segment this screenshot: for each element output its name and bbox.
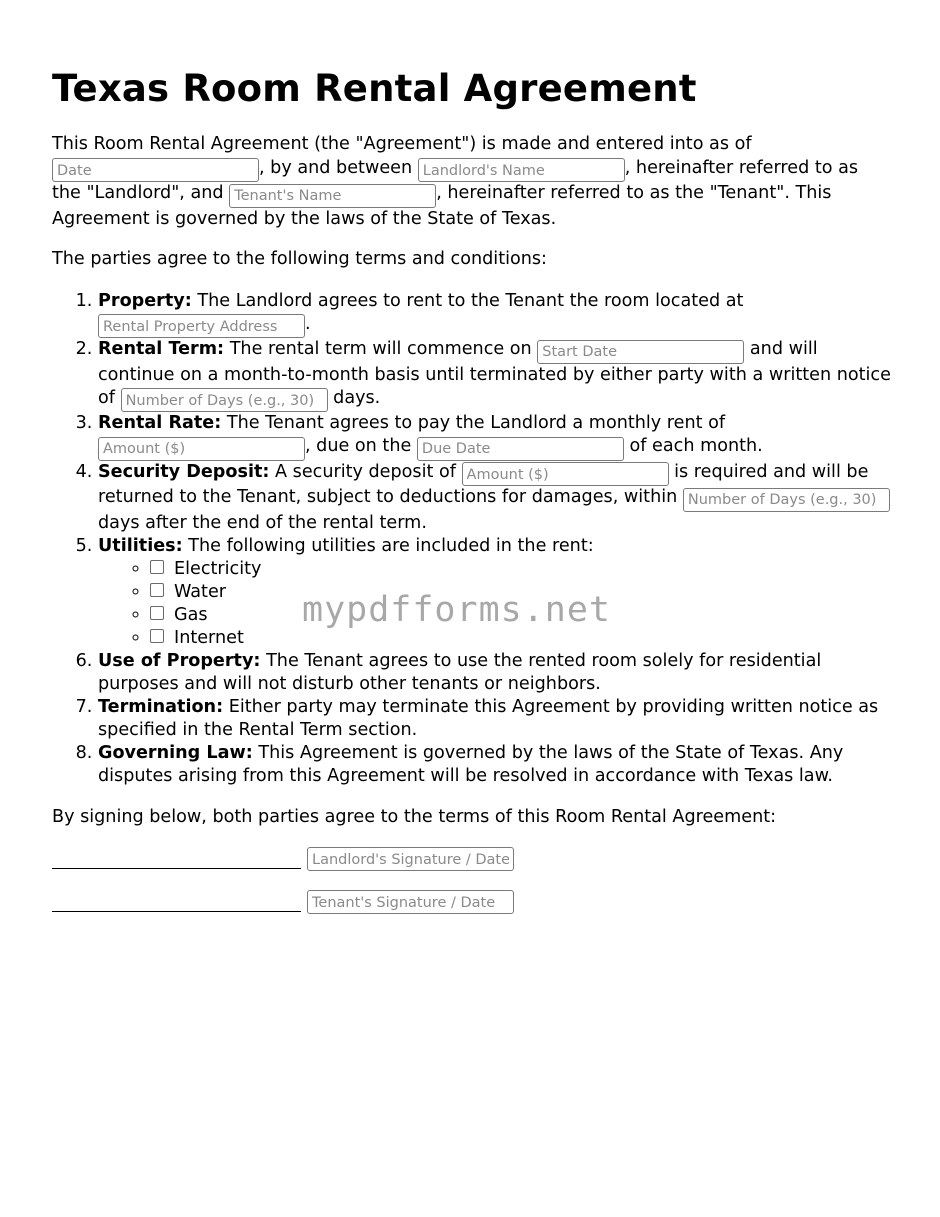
term-utilities xyxy=(98,535,892,650)
term-use-of-property xyxy=(98,650,892,696)
term-security-deposit-text-2: is required and will be returned to the Tenant, subject to deductions for damages, within xyxy=(98,461,869,508)
term-termination xyxy=(98,696,892,742)
term-rental-term-text-2: and will continue on a month-to-month basis until terminated by either party with a written notice of xyxy=(98,339,891,408)
deposit-amount-input[interactable] xyxy=(462,462,669,486)
term-rental-rate-text-3: of each month. xyxy=(629,436,763,457)
document-title: Texas Room Rental Agreement xyxy=(52,67,697,110)
utility-item-electricity xyxy=(150,558,892,581)
utility-label-electricity: Electricity xyxy=(174,558,262,579)
term-use-of-property-label: Use of Property: xyxy=(98,650,261,671)
term-property-text-1: The Landlord agrees to rent to the Tenant the room located at xyxy=(197,290,744,311)
watermark: mypdfforms.net xyxy=(302,590,612,630)
water-checkbox[interactable] xyxy=(150,583,164,597)
utility-label-gas: Gas xyxy=(174,604,208,625)
tenant-name-input[interactable] xyxy=(229,184,436,208)
term-rental-rate-text-2: , due on the xyxy=(305,436,412,457)
electricity-checkbox[interactable] xyxy=(150,560,164,574)
landlord-signature-row xyxy=(52,847,892,871)
term-security-deposit-label: Security Deposit: xyxy=(98,461,270,482)
utility-item-internet xyxy=(150,627,892,650)
term-governing-law xyxy=(98,742,892,788)
intro-paragraph xyxy=(52,133,892,231)
gas-checkbox[interactable] xyxy=(150,606,164,620)
signing-statement: By signing below, both parties agree to the terms of this Room Rental Agreement: xyxy=(52,806,777,827)
term-rental-rate-text-1: The Tenant agrees to pay the Landlord a monthly rent of xyxy=(226,413,726,434)
term-utilities-label: Utilities: xyxy=(98,535,183,556)
tenant-signature-row xyxy=(52,890,892,914)
term-rental-rate xyxy=(98,412,892,461)
internet-checkbox[interactable] xyxy=(150,629,164,643)
intro-text-1: This Room Rental Agreement (the "Agreement") is made and entered into as of xyxy=(52,134,752,154)
term-governing-law-text: This Agreement is governed by the laws of the State of Texas. Any disputes arising from this Agreement will be resolved in accordance with Texas law. xyxy=(98,743,844,787)
agreement-date-input[interactable] xyxy=(52,158,259,182)
due-date-input[interactable] xyxy=(417,437,624,461)
utility-item-water xyxy=(150,581,892,604)
utility-label-water: Water xyxy=(174,581,227,602)
term-property-label: Property: xyxy=(98,290,192,311)
terms-list xyxy=(52,290,892,789)
utility-label-internet: Internet xyxy=(174,627,244,648)
intro-text-4: , hereinafter referred to as the "Tenant". This Agreement is governed by the laws of the State of Texas. xyxy=(52,183,832,229)
term-security-deposit xyxy=(98,461,892,535)
term-security-deposit-text-3: days after the end of the rental term. xyxy=(98,512,427,533)
term-security-deposit-text-1: A security deposit of xyxy=(275,461,456,482)
term-termination-text: Either party may terminate this Agreement by providing written notice as specified in the Rental Term section. xyxy=(98,697,879,741)
document-page xyxy=(52,62,892,914)
landlord-name-input[interactable] xyxy=(418,158,625,182)
intro-text-2: , by and between xyxy=(259,157,413,178)
term-use-of-property-text: The Tenant agrees to use the rented room solely for residential purposes and will not disturb other tenants or neighbors. xyxy=(98,650,822,695)
term-rental-term-label: Rental Term: xyxy=(98,339,225,360)
term-rental-term-text-3: days. xyxy=(333,387,381,408)
tenant-signature-input[interactable] xyxy=(307,890,514,914)
tenant-signature-line xyxy=(52,911,301,912)
term-rental-term xyxy=(98,338,892,412)
term-property-text-2: . xyxy=(305,313,311,334)
term-rental-term-text-1: The rental term will commence on xyxy=(229,339,532,360)
term-property xyxy=(98,290,892,339)
utility-item-gas xyxy=(150,604,892,627)
rent-amount-input[interactable] xyxy=(98,437,305,461)
landlord-signature-input[interactable] xyxy=(307,847,514,871)
intro-text-3: , hereinafter referred to as the "Landlord", and xyxy=(52,157,859,203)
term-rental-rate-label: Rental Rate: xyxy=(98,413,222,434)
deposit-return-days-input[interactable] xyxy=(683,488,890,512)
term-termination-label: Termination: xyxy=(98,697,224,718)
landlord-signature-line xyxy=(52,868,301,869)
start-date-input[interactable] xyxy=(537,340,744,364)
rental-property-address-input[interactable] xyxy=(98,314,305,338)
notice-days-input[interactable] xyxy=(121,388,328,412)
terms-intro-text: The parties agree to the following terms and conditions: xyxy=(52,249,547,269)
term-governing-law-label: Governing Law: xyxy=(98,743,253,764)
term-utilities-text: The following utilities are included in the rent: xyxy=(188,535,594,556)
utilities-list xyxy=(98,558,892,650)
